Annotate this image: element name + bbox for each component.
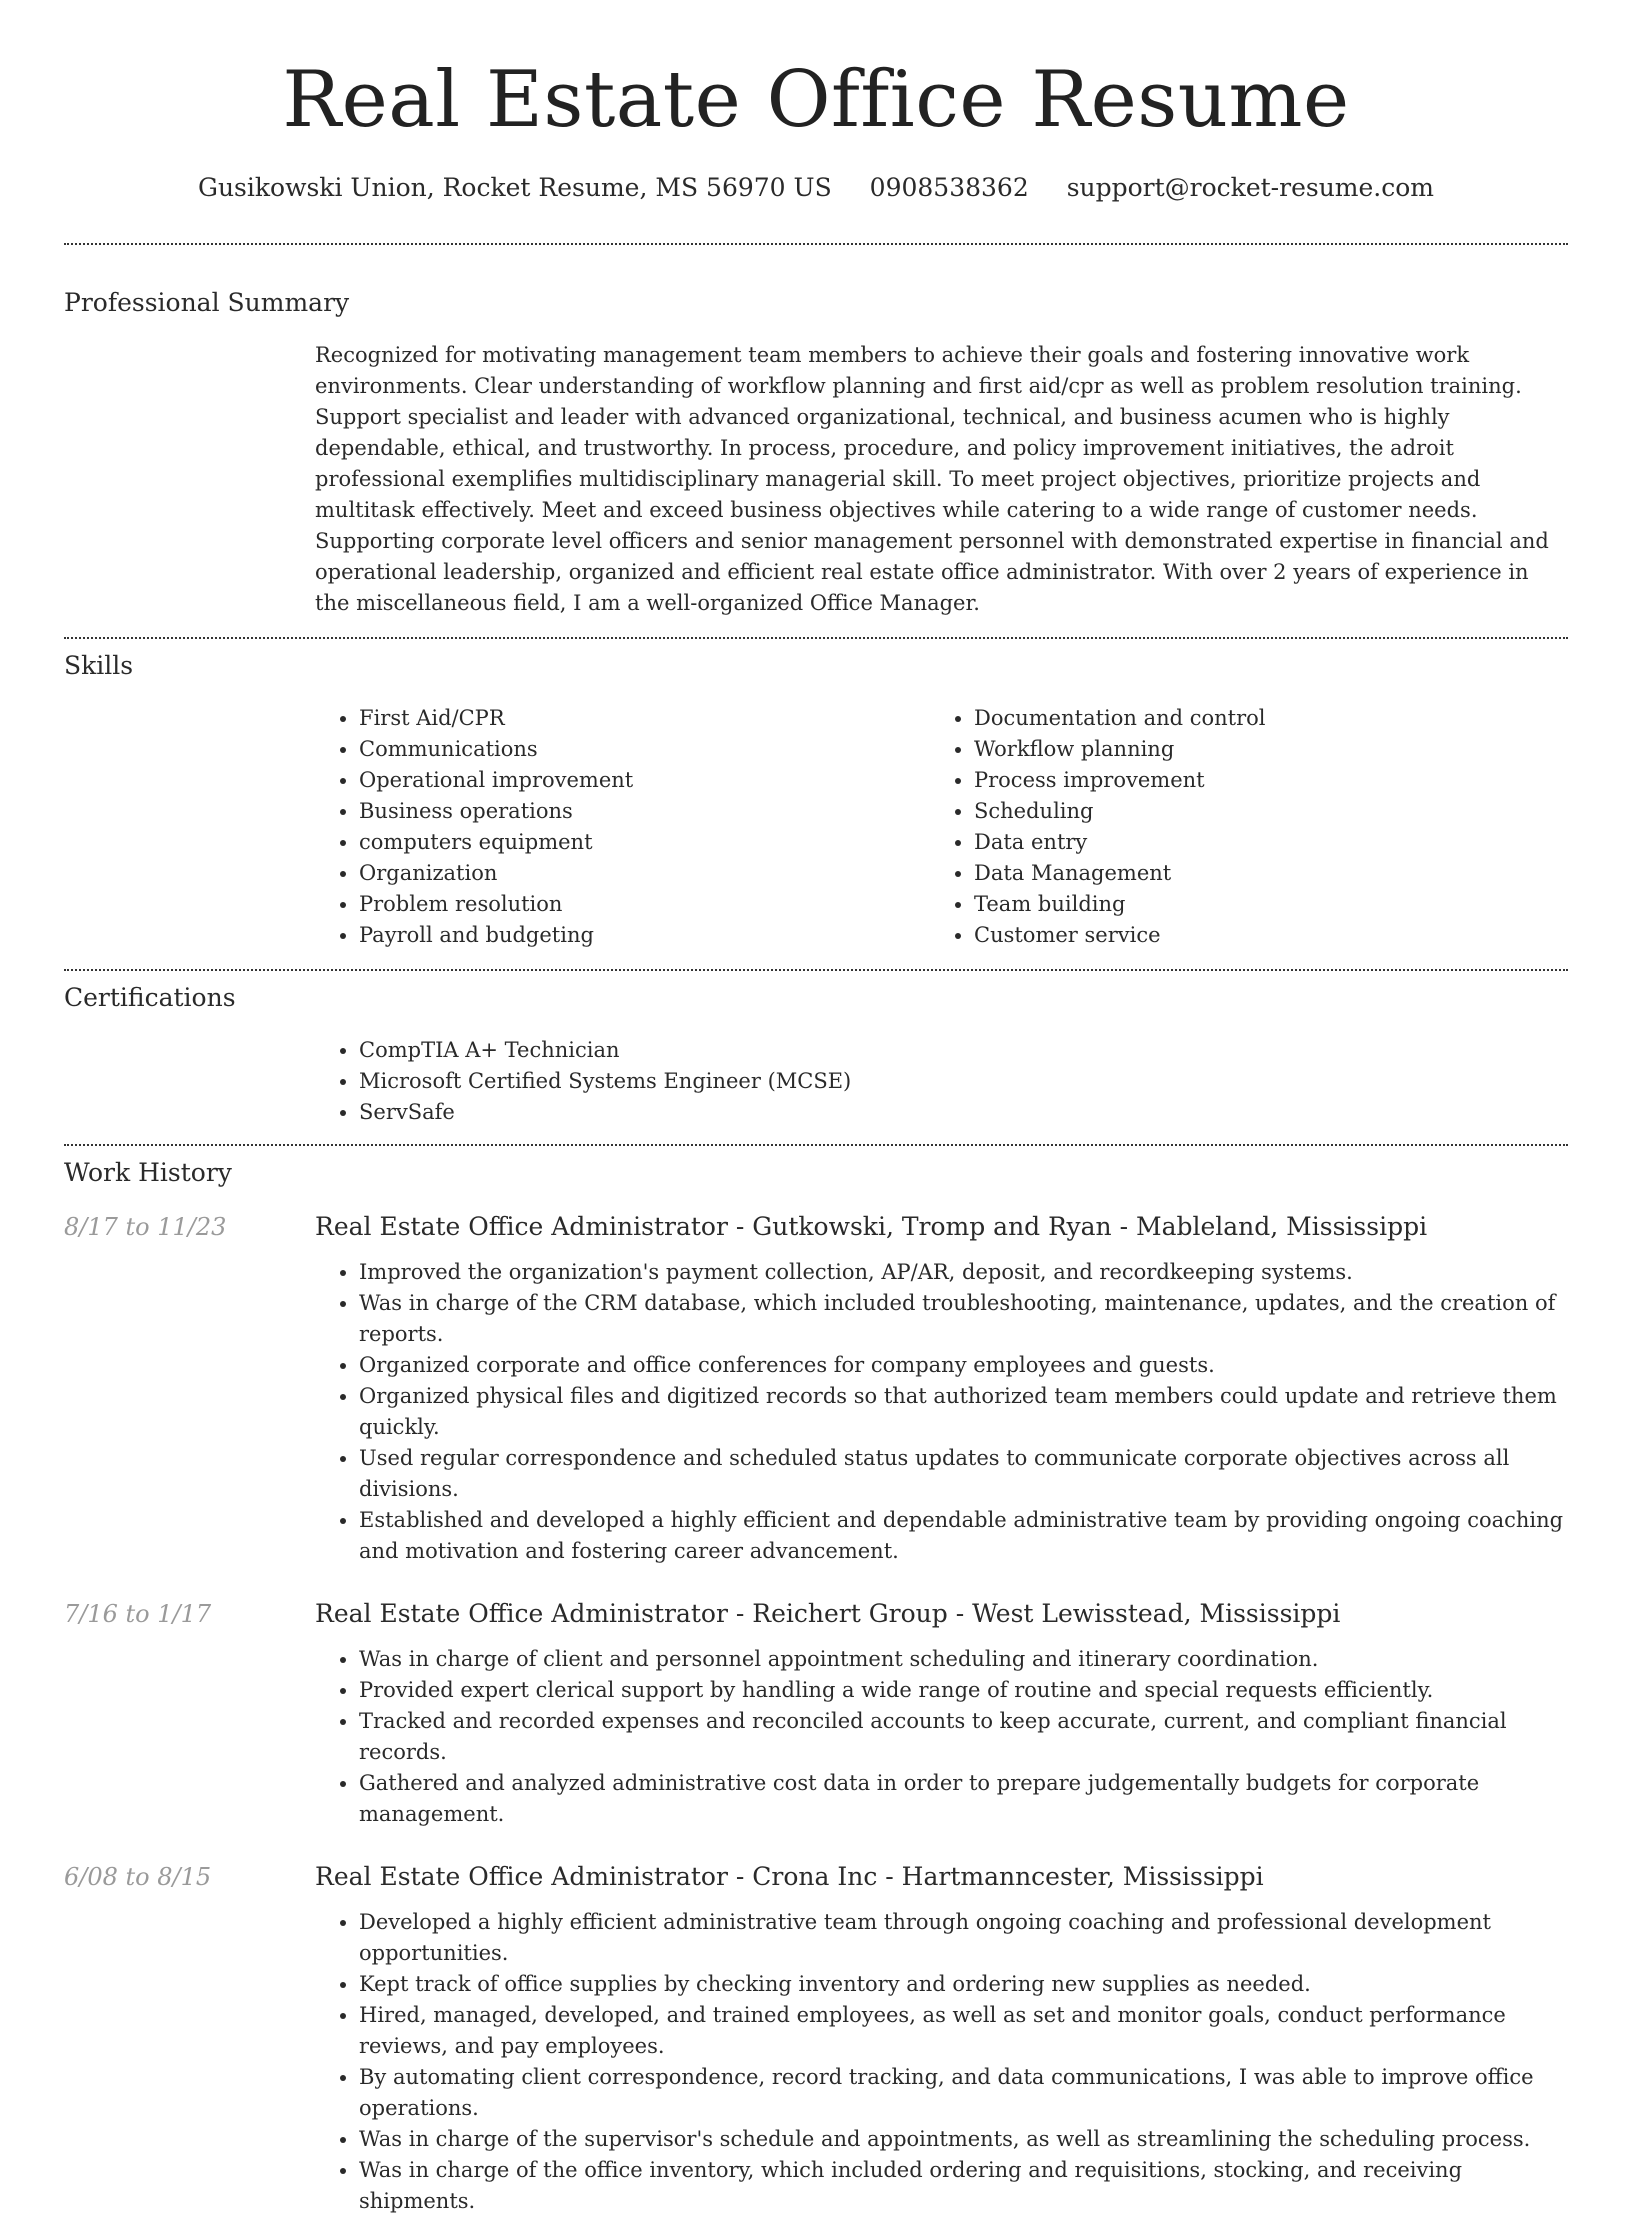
resume-title: Real Estate Office Resume: [282, 55, 1350, 145]
skill-item: • Organization: [359, 858, 930, 889]
job-bullet: • Organized corporate and office conferences for company employees and guests.: [359, 1350, 1568, 1381]
skill-item: • Payroll and budgeting: [359, 920, 930, 951]
job-dates: 8/17 to 11/23: [64, 1213, 227, 1241]
job-bullet: • Improved the organization's payment collection, AP/AR, deposit, and recordkeeping systems.: [359, 1257, 1568, 1288]
certifications-heading: Certifications: [64, 983, 236, 1012]
skill-item: • First Aid/CPR: [359, 703, 930, 734]
summary-heading: Professional Summary: [64, 288, 350, 317]
certification-item: • CompTIA A+ Technician: [359, 1035, 1568, 1066]
jobs-list: [64, 1210, 1568, 2217]
skills-section: [64, 639, 1568, 951]
job-bullets: [315, 1257, 1568, 1567]
skill-item: • Workflow planning: [974, 734, 1545, 765]
skill-item: • Team building: [974, 889, 1545, 920]
job-title: Real Estate Office Administrator - Crona Inc - Hartmanncester, Mississippi: [315, 1862, 1264, 1891]
skill-item: • Problem resolution: [359, 889, 930, 920]
skills-left-list: [315, 703, 930, 951]
job-bullet: • Gathered and analyzed administrative cost data in order to prepare judgementally budgets for corporate management.: [359, 1768, 1568, 1830]
resume-page: [64, 0, 1568, 2217]
job-bullet: • Hired, managed, developed, and trained employees, as well as set and monitor goals, conduct performance reviews, and pay employees.: [359, 2000, 1568, 2062]
job-bullet: • By automating client correspondence, record tracking, and data communications, I was able to improve office operations.: [359, 2062, 1568, 2124]
job-bullet: • Organized physical files and digitized records so that authorized team members could update and retrieve them quickly.: [359, 1381, 1568, 1443]
job-title: Real Estate Office Administrator - Reichert Group - West Lewisstead, Mississippi: [315, 1599, 1341, 1628]
job-bullet: • Established and developed a highly efficient and dependable administrative team by providing ongoing coaching and motivation and fostering career advancement.: [359, 1505, 1568, 1567]
job-bullets: [315, 1644, 1568, 1830]
contact-address: Gusikowski Union, Rocket Resume, MS 56970 US: [197, 173, 832, 202]
job-bullet: • Was in charge of client and personnel appointment scheduling and itinerary coordination.: [359, 1644, 1568, 1675]
skills-grid: [315, 703, 1568, 951]
certification-item: • Microsoft Certified Systems Engineer (MCSE): [359, 1066, 1568, 1097]
job-dates: 7/16 to 1/17: [64, 1600, 212, 1628]
skill-item: • Customer service: [974, 920, 1545, 951]
job-entry: [64, 1210, 1568, 1567]
job-bullet: • Used regular correspondence and scheduled status updates to communicate corporate objectives across all divisions.: [359, 1443, 1568, 1505]
job-bullet: • Tracked and recorded expenses and reconciled accounts to keep accurate, current, and compliant financial records.: [359, 1706, 1568, 1768]
skill-item: • Communications: [359, 734, 930, 765]
contact-phone: 0908538362: [869, 173, 1029, 202]
job-entry: [64, 1597, 1568, 1830]
contact-email: support@rocket-resume.com: [1066, 173, 1434, 202]
job-bullet: • Provided expert clerical support by handling a wide range of routine and special requests efficiently.: [359, 1675, 1568, 1706]
contact-line: [64, 168, 1568, 208]
certifications-list: [315, 1035, 1568, 1128]
job-title: Real Estate Office Administrator - Gutkowski, Tromp and Ryan - Mableland, Mississippi: [315, 1212, 1428, 1241]
skill-item: • Business operations: [359, 796, 930, 827]
skill-item: • Operational improvement: [359, 765, 930, 796]
skills-right-list: [930, 703, 1545, 951]
work-history-section: [64, 1146, 1568, 2217]
job-bullet: • Was in charge of the office inventory, which included ordering and requisitions, stocking, and receiving shipments.: [359, 2155, 1568, 2217]
skill-item: • Data Management: [974, 858, 1545, 889]
summary-section: [64, 245, 1568, 619]
skill-item: • Process improvement: [974, 765, 1545, 796]
certification-item: • ServSafe: [359, 1097, 1568, 1128]
job-bullet: • Kept track of office supplies by checking inventory and ordering new supplies as needed.: [359, 1969, 1568, 2000]
job-bullet: • Developed a highly efficient administrative team through ongoing coaching and professional development opportunities.: [359, 1907, 1568, 1969]
skill-item: • Scheduling: [974, 796, 1545, 827]
job-bullet: • Was in charge of the supervisor's schedule and appointments, as well as streamlining the scheduling process.: [359, 2124, 1568, 2155]
skill-item: • computers equipment: [359, 827, 930, 858]
certifications-section: [64, 971, 1568, 1128]
skill-item: • Data entry: [974, 827, 1545, 858]
skill-item: • Documentation and control: [974, 703, 1545, 734]
skills-heading: Skills: [64, 651, 134, 680]
summary-text: Recognized for motivating management team members to achieve their goals and fostering innovative work environments. Clear understanding of workflow planning and first aid/cpr as well as problem resolution training. Support specialist and leader with advanced organizational, technical, and business acumen who is highly dependable, ethical, and trustworthy. In process, procedure, and policy improvement initiatives, the adroit professional exemplifies multidisciplinary managerial skill. To meet project objectives, prioritize projects and multitask effectively. Meet and exceed business objectives while catering to a wide range of customer needs. Supporting corporate level officers and senior management personnel with demonstrated expertise in financial and operational leadership, organized and efficient real estate office administrator. With over 2 years of experience in the miscellaneous field, I am a well-organized Office Manager.: [315, 343, 1549, 615]
work-history-heading: Work History: [64, 1158, 232, 1187]
job-entry: [64, 1860, 1568, 2217]
job-bullet: • Was in charge of the CRM database, which included troubleshooting, maintenance, updates, and the creation of reports.: [359, 1288, 1568, 1350]
job-dates: 6/08 to 8/15: [64, 1863, 212, 1891]
job-bullets: [315, 1907, 1568, 2217]
